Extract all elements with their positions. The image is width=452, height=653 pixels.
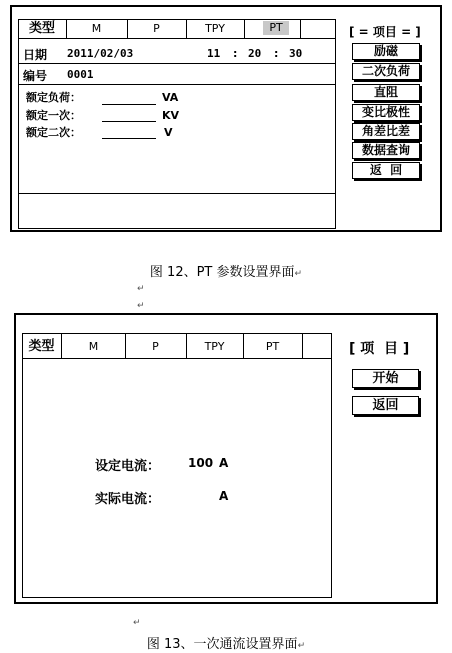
fig13-start-button[interactable]: 开始 xyxy=(352,369,419,388)
fig13-set-current-unit: A xyxy=(219,456,229,470)
fig12-caption xyxy=(0,261,452,280)
fig12-data-query-button[interactable]: 数据查询 xyxy=(352,142,420,159)
fig13-set-current-label: 设定电流： xyxy=(95,459,161,474)
fig12-rated-secondary-label: 额定二次： xyxy=(26,126,81,139)
fig13-back-button[interactable]: 返回 xyxy=(352,396,419,415)
return-mark-icon: ↵ xyxy=(133,618,141,628)
fig12-divider xyxy=(18,193,336,194)
fig12-id-value[interactable]: 0001 xyxy=(67,68,94,81)
fig13-tab-pt[interactable]: PT xyxy=(265,340,280,353)
fig12-tab-tpy[interactable]: TPY xyxy=(205,22,225,35)
fig12-menu-title: [ = 项目 = ] xyxy=(349,25,421,39)
fig12-tab-pt[interactable]: PT xyxy=(263,21,289,35)
fig13-tab-tpy[interactable]: TPY xyxy=(204,340,225,353)
fig12-dc-resistance-button[interactable]: 直阻 xyxy=(352,84,420,101)
fig12-rated-secondary-input[interactable] xyxy=(102,124,156,143)
fig12-rated-primary-label: 额定一次： xyxy=(26,109,81,122)
fig12-date-label: 日期 xyxy=(23,48,48,62)
fig12-rated-secondary-unit: V xyxy=(164,126,173,139)
return-mark-icon: ↵ xyxy=(137,301,145,311)
fig13-set-current-value[interactable]: 100 xyxy=(188,456,214,470)
fig12-time-hour[interactable]: 11 xyxy=(207,47,221,60)
fig12-rated-primary-unit: KV xyxy=(162,109,180,122)
fig12-rated-load-label: 额定负荷： xyxy=(26,91,81,104)
fig12-tab-p[interactable]: P xyxy=(153,22,160,35)
return-mark-icon: ↵ xyxy=(297,641,306,651)
fig12-rated-load-unit: VA xyxy=(162,91,179,104)
fig12-secondary-load-button[interactable]: 二次负荷 xyxy=(352,63,420,80)
fig13-tab-p[interactable]: P xyxy=(152,340,159,353)
fig13-tab-m[interactable]: M xyxy=(88,340,99,353)
fig12-time-sep: : xyxy=(233,47,238,60)
fig12-time-minute[interactable]: 20 xyxy=(248,47,262,60)
fig12-divider xyxy=(18,63,336,64)
fig12-tab-type[interactable]: 类型 xyxy=(28,21,55,36)
fig13-actual-current-label: 实际电流： xyxy=(95,492,161,507)
fig12-tab-divider xyxy=(18,38,336,39)
fig12-date-value[interactable]: 2011/02/03 xyxy=(67,47,134,60)
fig13-caption-text: 图 13、一次通流设置界面 xyxy=(146,637,298,652)
fig12-id-label: 编号 xyxy=(23,69,48,83)
fig13-menu-title: [ 项 目 ] xyxy=(349,341,410,357)
fig12-angle-ratio-error-button[interactable]: 角差比差 xyxy=(352,123,420,140)
fig13-caption xyxy=(0,633,452,652)
fig13-actual-current-unit: A xyxy=(219,489,229,503)
fig12-time-sep: : xyxy=(274,47,279,60)
fig12-tab-sep xyxy=(244,19,245,38)
return-mark-icon: ↵ xyxy=(294,269,303,279)
fig12-time-second[interactable]: 30 xyxy=(289,47,303,60)
fig12-tab-sep xyxy=(300,19,301,38)
fig12-divider xyxy=(18,84,336,85)
return-mark-icon: ↵ xyxy=(137,284,145,294)
fig13-tab-type[interactable]: 类型 xyxy=(28,339,55,354)
fig12-excitation-button[interactable]: 励磁 xyxy=(352,43,420,60)
fig12-ratio-polarity-button[interactable]: 变比极性 xyxy=(352,104,420,121)
fig12-caption-text: 图 12、PT 参数设置界面 xyxy=(149,265,295,280)
fig13-tab-sep xyxy=(302,333,303,358)
fig13-tab-divider xyxy=(22,358,332,359)
fig13-main-panel xyxy=(22,333,332,598)
fig12-tab-m[interactable]: M xyxy=(91,22,102,35)
fig12-back-button[interactable]: 返 回 xyxy=(352,162,420,179)
